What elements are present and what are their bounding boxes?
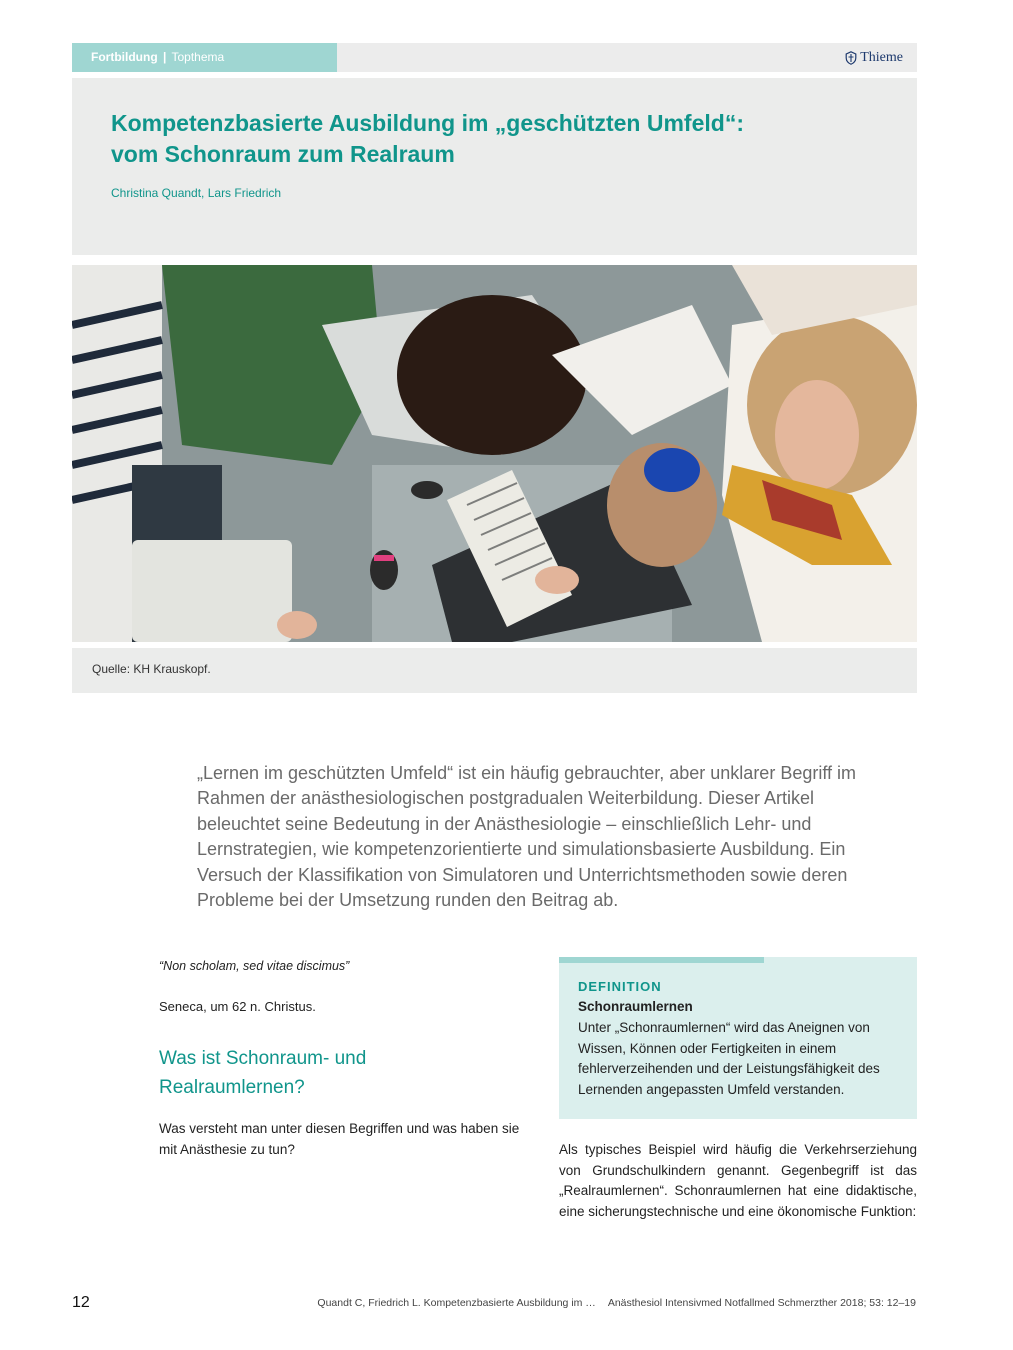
publisher-logo	[845, 50, 903, 66]
section-label: Fortbildung	[91, 50, 158, 64]
definition-text: Unter „Schonraumlernen“ wird das Aneignen von Wissen, Können oder Fertigkeiten in einem fehlerverzeihenden und der Leistungsfähigkeit des Lernenden angepassten Umfeld verstanden.	[578, 1020, 880, 1097]
article-authors: Christina Quandt, Lars Friedrich	[111, 186, 282, 200]
abstract: „Lernen im geschützten Umfeld“ ist ein häufig gebrauchter, aber unklarer Begriff im Rahmen der anästhesiologischen postgradualen Weiterbildung. Dieser Artikel beleuchtet seine Bedeutung in der Anästhesiologie – einschließlich Lehr- und Lernstrategien, wie kompetenzorientierte und simulationsbasierte Ausbildung. Ein Versuch der Klassifikation von Simulatoren und Unterrichtsmethoden sowie deren Probleme bei der Umsetzung runden den Beitrag ab.	[197, 763, 857, 911]
thieme-emblem-icon	[845, 51, 857, 65]
section-separator: |	[163, 50, 167, 64]
definition-accent-bar	[559, 957, 764, 963]
title-line-1: Kompetenzbasierte Ausbildung im „geschützten Umfeld“:	[111, 110, 744, 136]
publisher-name: Thieme	[860, 50, 903, 65]
simulation-training-photo	[72, 265, 917, 642]
body-paragraph-right: Als typisches Beispiel wird häufig die Verkehrserziehung von Grundschulkindern genannt. Gegenbegriff ist das „Realraumlernen“. Schonraumlernen hat eine didaktische, eine sicherungstechnische und eine ökonomische Funktion:	[559, 1142, 917, 1219]
subsection-label: Topthema	[171, 50, 225, 64]
title-line-2: vom Schonraum zum Realraum	[111, 141, 455, 167]
article-photo	[72, 265, 917, 642]
epigraph-quote: “Non scholam, sed vitae discimus”	[159, 959, 350, 973]
section-tag	[72, 43, 337, 72]
journal-reference: Anästhesiol Intensivmed Notfallmed Schmerzther 2018; 53: 12–19	[607, 1297, 916, 1309]
article-title	[111, 108, 871, 170]
body-paragraph-left: Was versteht man unter diesen Begriffen und was haben sie mit Anästhesie zu tun?	[159, 1121, 520, 1157]
section-heading: Was ist Schonraum- und Realraumlernen?	[159, 1048, 367, 1098]
page-number: 12	[72, 1294, 90, 1311]
epigraph-author: Seneca, um 62 n. Christus.	[159, 999, 316, 1014]
citation-text: Quandt C, Friedrich L. Kompetenzbasierte Ausbildung im …	[317, 1297, 596, 1309]
definition-label: DEFINITION	[578, 979, 662, 994]
definition-term: Schonraumlernen	[578, 999, 693, 1014]
photo-caption: Quelle: KH Krauskopf.	[92, 662, 211, 676]
footer-citation	[317, 1297, 916, 1309]
